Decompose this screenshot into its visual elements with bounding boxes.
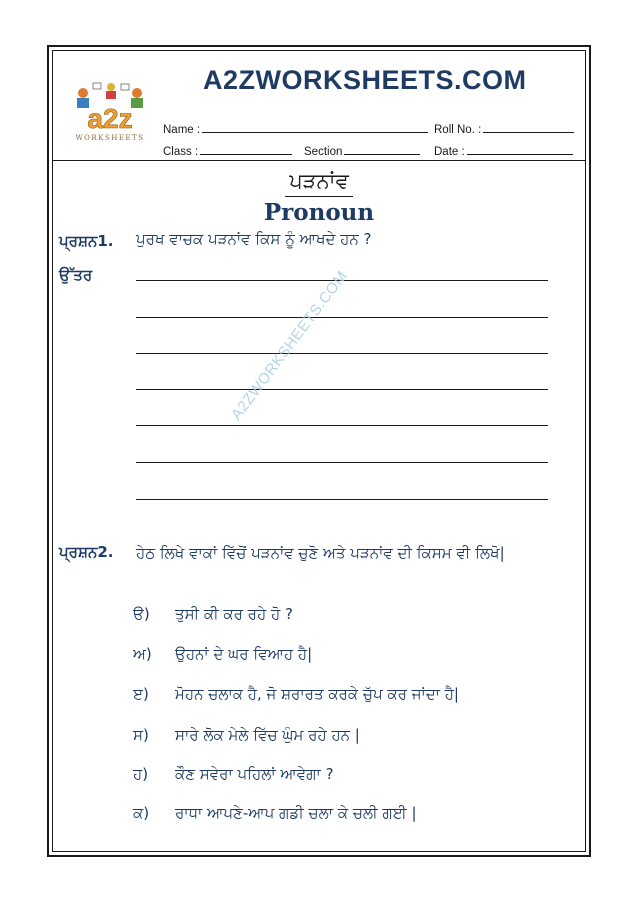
answer-line: [136, 499, 548, 500]
roll-field: [434, 121, 574, 136]
item-letter: ਹ): [133, 765, 149, 783]
logo-letters: a2z: [87, 103, 133, 134]
title-english: Pronoun: [263, 199, 375, 226]
name-blank: [202, 121, 428, 133]
item-text: ਕੌਣ ਸਵੇਰਾ ਪਹਿਲਾਂ ਆਵੇਗਾ ?: [175, 765, 334, 783]
item-letter: ੳ): [133, 605, 150, 623]
a2z-logo: [63, 81, 158, 143]
question2-text: ਹੇਠ ਲਿਖੇ ਵਾਕਾਂ ਵਿੱਚੋਂ ਪੜਨਾਂਵ ਚੁਣੋ ਅਤੇ ਪੜਨਾਂਵ ਦੀ ਕਿਸਮ ਵੀ ਲਿਖੋ|: [136, 544, 505, 562]
item-text: ਰਾਧਾ ਆਪਣੇ-ਆਪ ਗਡੀ ਚਲਾ ਕੇ ਚਲੀ ਗਈ |: [175, 804, 417, 822]
item-text: ਤੁਸੀ ਕੀ ਕਰ ਰਹੇ ਹੋ ?: [175, 605, 293, 623]
item-letter: ੲ): [133, 685, 149, 703]
watermark: A2ZWORKSHEETS.COM: [228, 267, 352, 424]
logo-subtext: WORKSHEETS: [75, 134, 145, 142]
answer-line: [136, 425, 548, 426]
item-letter: ਸ): [133, 726, 149, 744]
section-label: Section: [304, 146, 343, 158]
item-letter: ਅ): [133, 645, 152, 663]
worksheet-border: [47, 45, 591, 857]
section-field: [304, 143, 420, 158]
title-punjabi: ਪੜਨਾਂਵ: [53, 169, 585, 197]
question2-label: ਪ੍ਰਸ਼ਨ2.: [59, 543, 114, 561]
date-blank: [467, 143, 573, 155]
name-label: Name :: [163, 124, 201, 136]
site-title: A2ZWORKSHEETS.COM: [203, 65, 527, 95]
worksheet-inner-border: [52, 50, 586, 852]
question1-text: ਪੁਰਖ ਵਾਚਕ ਪੜਨਾਂਵ ਕਿਸ ਨੂੰ ਆਖਦੇ ਹਨ ?: [136, 230, 372, 248]
name-field: [163, 121, 428, 136]
item-text: ਮੋਹਨ ਚਲਾਕ ਹੈ, ਜੋ ਸ਼ਰਾਰਤ ਕਰਕੇ ਚੁੱਪ ਕਰ ਜਾਂਦਾ ਹੈ|: [175, 685, 459, 703]
question1-label: ਪ੍ਰਸ਼ਨ1.: [59, 232, 114, 250]
answer-line: [136, 389, 548, 390]
class-label: Class :: [163, 146, 199, 158]
answer-label: ਉੱਤਰ: [59, 266, 93, 284]
class-blank: [200, 143, 292, 155]
answer-line: [136, 462, 548, 463]
class-field: [163, 143, 292, 158]
worksheet-header: [53, 51, 585, 161]
item-text: ਉਹਨਾਂ ਦੇ ਘਰ ਵਿਆਹ ਹੈ|: [175, 645, 313, 663]
roll-blank: [483, 121, 574, 133]
item-letter: ਕ): [133, 804, 150, 822]
answer-line: [136, 317, 548, 318]
roll-label: Roll No. :: [434, 124, 482, 136]
section-blank: [344, 143, 420, 155]
answer-line: [136, 353, 548, 354]
date-label: Date :: [434, 146, 465, 158]
item-text: ਸਾਰੇ ਲੋਕ ਮੇਲੇ ਵਿੱਚ ਘੁੰਮ ਰਹੇ ਹਨ |: [175, 726, 360, 744]
date-field: [434, 143, 573, 158]
